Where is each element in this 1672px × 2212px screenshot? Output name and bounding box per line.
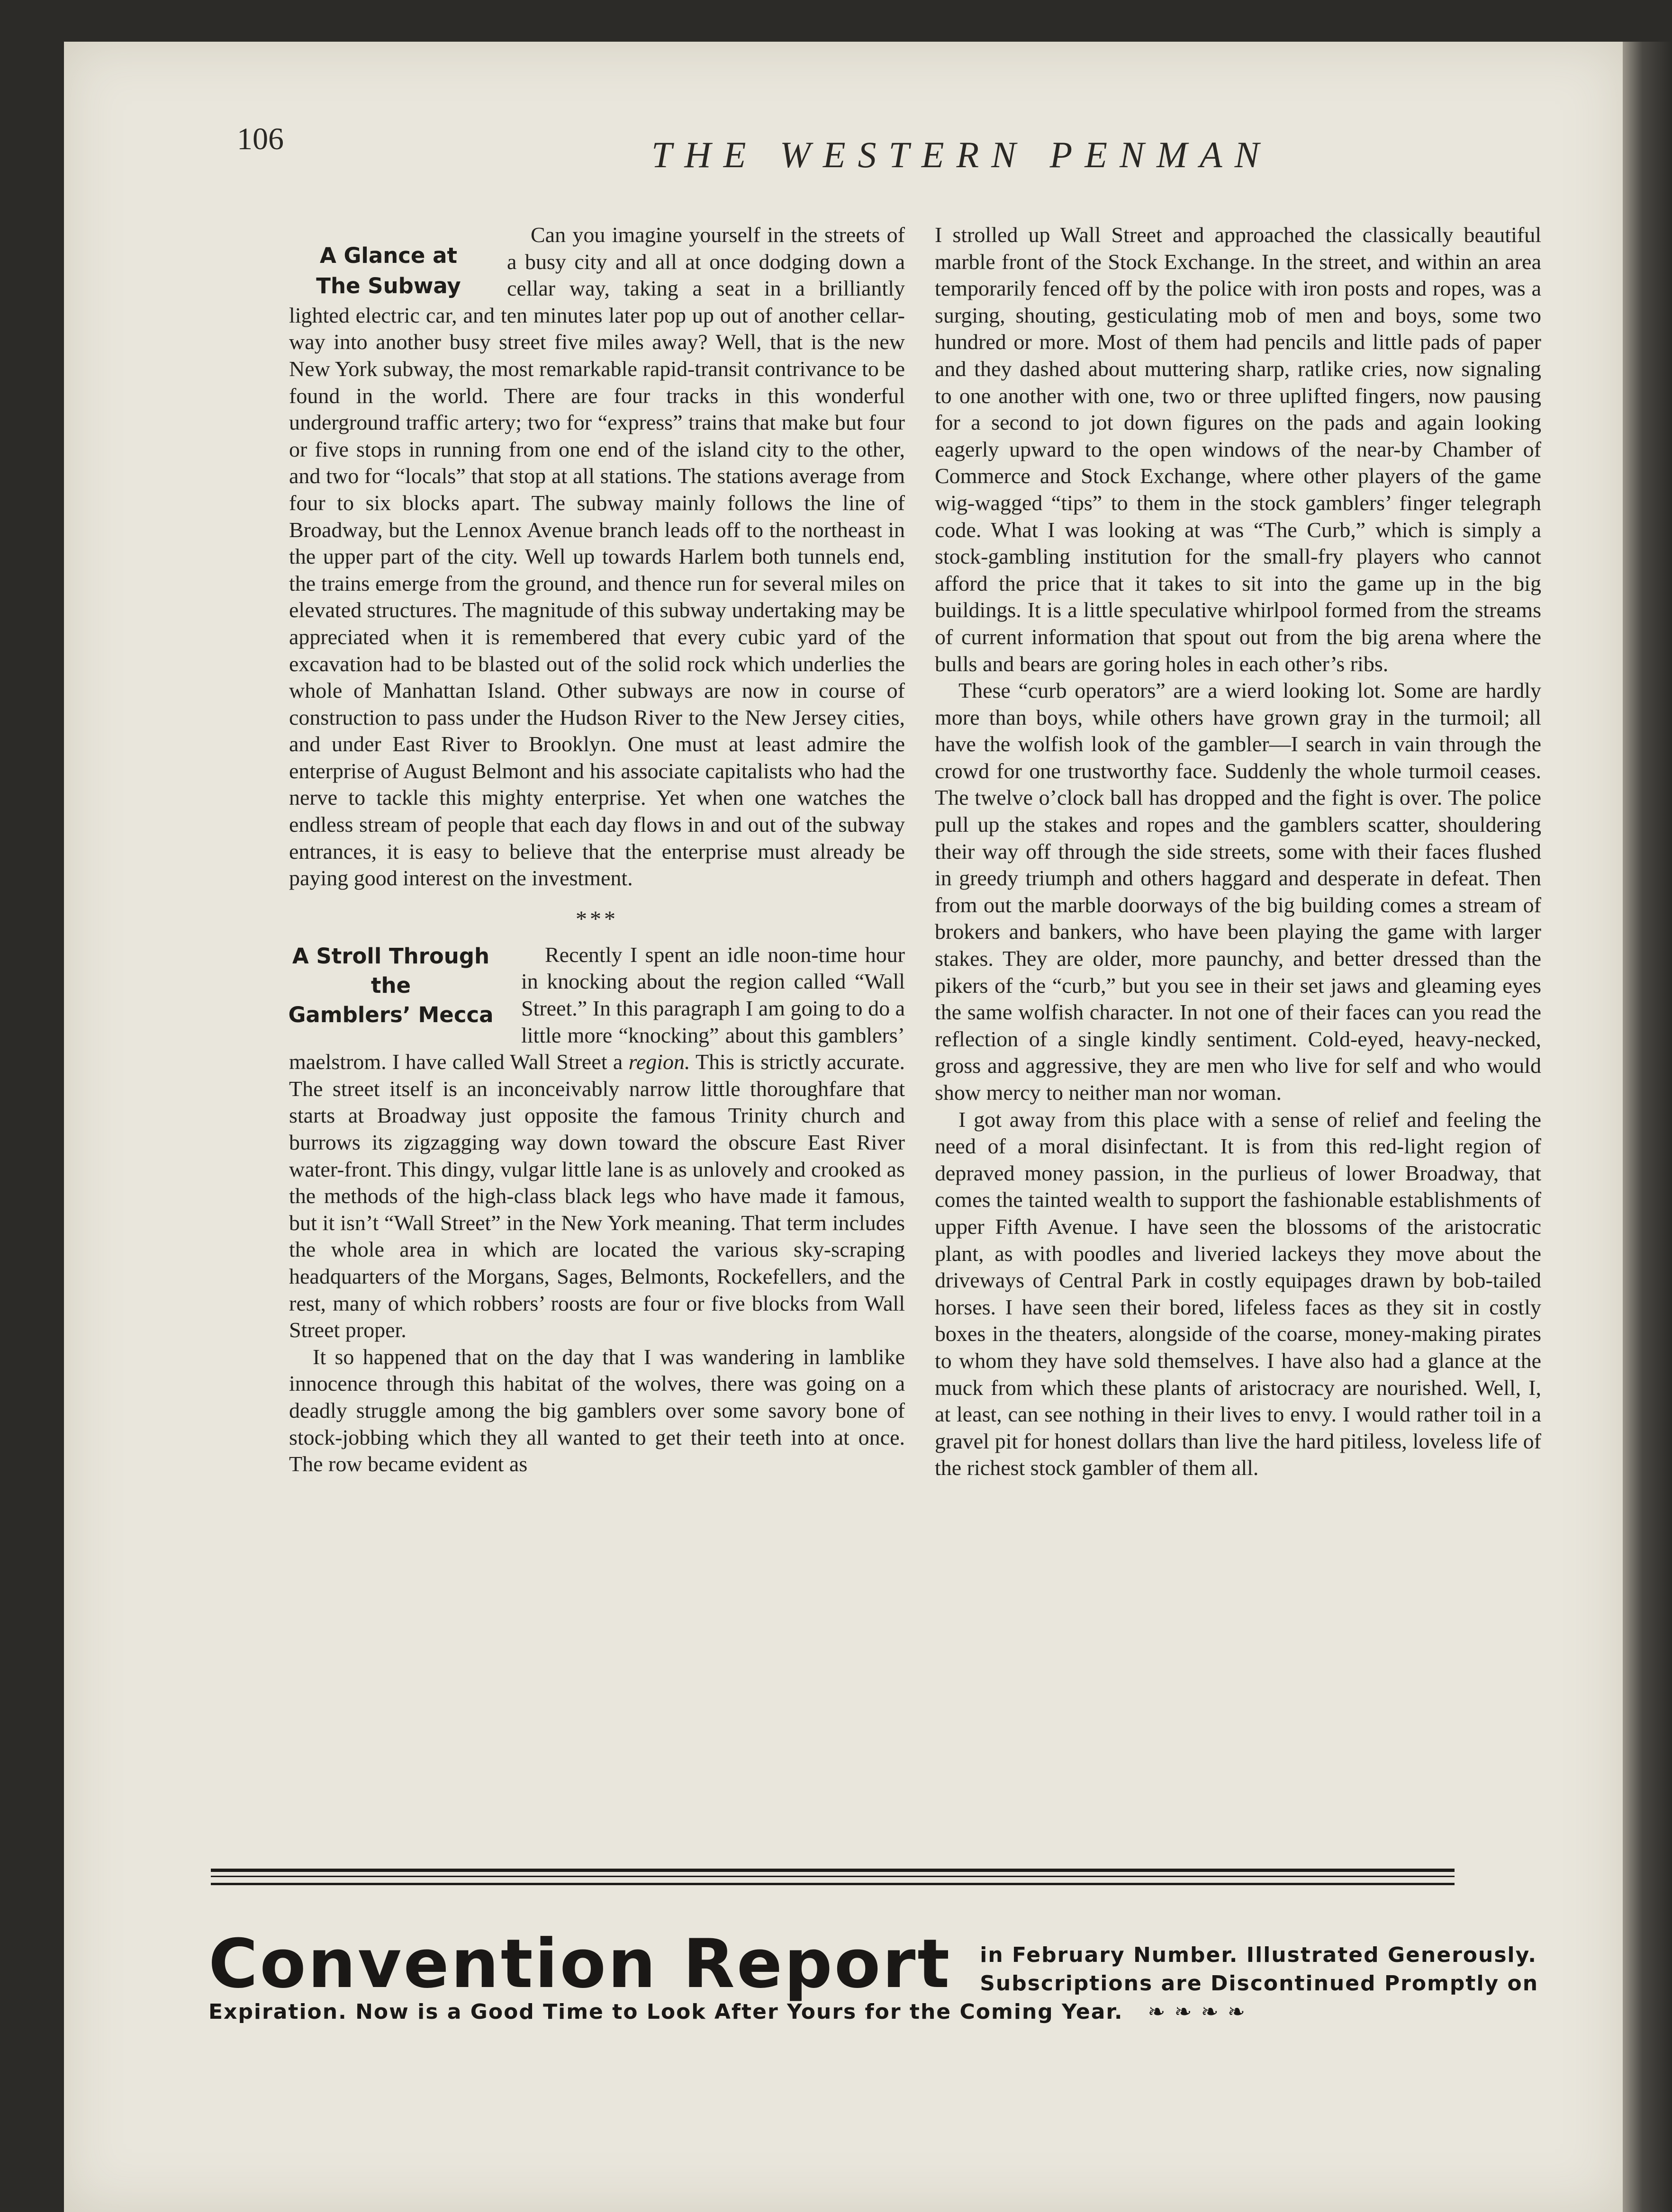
running-title: THE WESTERN PENMAN — [651, 134, 1272, 175]
side-heading-line: the — [371, 972, 411, 998]
paragraph-text: Recently I spent an idle noon-time hour in knocking about the region called “Wall Street.” In this paragraph I am going to do a little more “knocking” about this gamblers’ maelstrom. I have called Wall Street a — [289, 942, 905, 1074]
article-gamblers-paragraph-3: I strolled up Wall Street and approached the classically beautiful marble front of the Stock Exchange. In the street, and within an area temporarily fenced off by the police with iron posts and ropes, was a surging, shouting, gesticulating mob of men and boys, some two hundred or more. Most of them had pencils and little pads of paper and they dashed about muttering sharp, ratlike cries, now signaling to one another with one, two or three uplifted fingers, now pausing for a second to jot down figures on the pads and again looking eagerly upward to the open windows of the near-by Chamber of Commerce and Stock Exchange, where other players of the game wig-wagged “tips” to them in the stock gamblers’ finger telegraph code. What I was looking at was “The Curb,” which is simply a stock-gambling institution for the small-fry players who cannot afford the price that it takes to sit into the game up in the big buildings. It is a little speculative whirlpool formed from the streams of current information that spout out from the big arena where the bulls and bears are goring holes in each other’s ribs. — [935, 223, 1541, 676]
emphasis-region: region. — [628, 1050, 690, 1074]
side-heading-gamblers — [280, 942, 502, 1030]
divider-rule — [211, 1876, 1455, 1877]
notice-headline: Convention Report — [208, 1925, 952, 2003]
article-subway-text: Can you imagine yourself in the streets of a busy city and all at once dodging down a cellar way, taking a seat in a brilliantly lighted electric car, and ten minutes later pop up out of another cellar-way into another busy street five miles away? Well, that is the new New York subway, the most remarkable rapid-transit contrivance to be found in the world. There are four tracks in this wonderful underground traffic artery; two for “express” trains that make but four or five stops in running from one end of the island city to the other, and two for “locals” that stop at all stations. The stations average from four to six blocks apart. The subway mainly follows the line of Broadway, but the Lennox Avenue branch leads off to the northeast in the upper part of the city. Well up towards Harlem both tunnels end, the trains emerge from the ground, and thence run for several miles on elevated structures. The magnitude of this subway undertaking may be appreciated when it is remembered that every cubic yard of the excavation had to be blasted out of the solid rock which underlies the whole of Manhattan Island. Other subways are now in course of construction to pass under the Hudson River to the New Jersey cities, and under East River to Brooklyn. One must at least admire the enterprise of August Belmont and his associate capitalists who had the nerve to tackle this mighty enterprise. Yet when one watches the endless stream of people that each day flows in and out of the subway entrances, it is easy to believe that the enterprise must already be paying good interest on the investment. — [289, 223, 905, 890]
notice-line: Expiration. Now is a Good Time to Look After Yours for the Coming Year. — [208, 2000, 1123, 2024]
section-separator: *** — [576, 906, 618, 932]
right-column — [935, 222, 1541, 1482]
side-heading-subway — [289, 241, 488, 301]
notice-line: in February Number. Illustrated Generously. — [980, 1943, 1537, 1967]
side-heading-line: The Subway — [316, 273, 461, 298]
side-heading-line: Gamblers’ Mecca — [288, 1002, 494, 1027]
divider-rule — [211, 1869, 1455, 1872]
article-gamblers-paragraph-4: These “curb operators” are a wierd looking lot. Some are hardly more than boys, while others have grown gray in the turmoil; all have the wolfish look of the gambler—I search in vain through the crowd for one trustworthy face. Suddenly the whole turmoil ceases. The twelve o’clock ball has dropped and the fight is over. The police pull up the stakes and ropes and the gamblers scatter, shouldering their way off through the side streets, some with their faces flushed in greedy triumph and others haggard and desperate in defeat. Then from out the marble doorways of the big building comes a stream of brokers and bankers, who have been playing the game with larger stakes. They are older, more paunchy, and better dressed than the pikers of the “curb,” but you see in their set jaws and gleaming eyes the same wolfish character. In not one of their faces can you read the reflection of a single kindly sentiment. Cold-eyed, heavy-necked, gross and aggressive, they are men who live for self and who would show mercy to neither man nor woman. — [935, 678, 1541, 1105]
side-heading-line: A Glance at — [320, 243, 457, 268]
article-gamblers-paragraph-5: I got away from this place with a sense of relief and feeling the need of a moral disinfectant. It is from this red-light region of depraved money passion, in the purlieus of lower Broadway, that comes the tainted wealth to support the fashionable establishments of upper Fifth Avenue. I have seen the blossoms of the aristocratic plant, as with poodles and liveried lackeys they move about the driveways of Central Park in costly equipages drawn by bob-tailed horses. I have seen their bored, lifeless faces as they sit in costly boxes in the theaters, alongside of the coarse, money-making pirates to whom they have sold themselves. I have also had a glance at the muck from which these plants of aristocracy are nourished. Well, I, at least, can see nothing in their lives to envy. I would rather toil in a gravel pit for honest dollars than live the hard pitiless, loveless life of the richest stock gambler of them all. — [935, 1107, 1541, 1480]
left-column — [289, 222, 905, 1478]
paragraph-text: This is strictly accurate. The street itself is an inconceivably narrow little thoroughfare that starts at Broadway just opposite the famous Trinity church and burrows its zigzagging way down toward the obscure East River water-front. This dingy, vulgar little lane is as unlovely and crooked as the methods of the high-class black legs who have made it famous, but it isn’t “Wall Street” in the New York meaning. That term includes the whole area in which are located the various sky-scraping headquarters of the Morgans, Sages, Belmonts, Rockefellers, and the rest, many of which robbers’ roosts are four or five blocks from Wall Street proper. — [289, 1050, 905, 1342]
article-gamblers-paragraph-2: It so happened that on the day that I was wandering in lamblike innocence through this habitat of the wolves, there was going on a deadly struggle among the big gamblers over some savory bone of stock-jobbing which they all wanted to get their teeth into at once. The row became evident as — [289, 1344, 905, 1476]
notice-line: Subscriptions are Discontinued Promptly on — [980, 1971, 1539, 1996]
side-heading-line: A Stroll Through — [292, 943, 490, 969]
page-edge-shadow — [1623, 42, 1672, 2212]
page-number: 106 — [237, 122, 284, 156]
ornament-icons: ❧ ❧ ❧ ❧ — [1148, 2000, 1246, 2024]
journal-page — [64, 42, 1623, 2212]
notice-line-last — [208, 1998, 1497, 2026]
divider-rule — [211, 1883, 1455, 1885]
convention-report-notice — [208, 1925, 1539, 2026]
